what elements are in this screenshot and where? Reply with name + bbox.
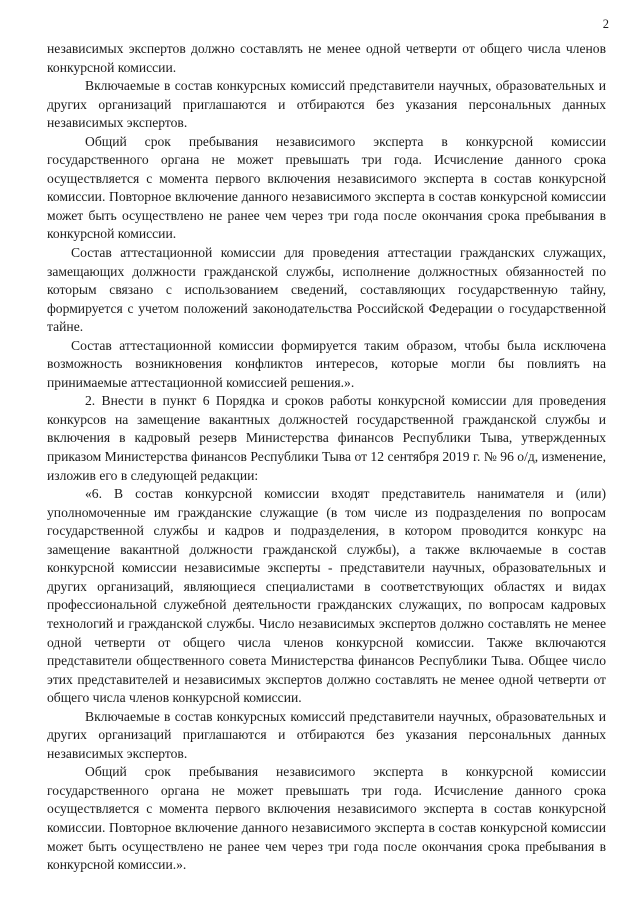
paragraph-3: Общий срок пребывания независимого эксперта в конкурсной комиссии государственного органа не может превышать три года. Исчисление данного срока осуществляется с момента первого включения независимого эксперта в состав конкурсной комиссии. Повторное включение данного независимого эксперта в состав конкурсной комиссии может быть осуществлено не ранее чем через три года после окончания срока пребывания в конкурсной комиссии.: [47, 133, 606, 242]
paragraph-1: независимых экспертов должно составлять не менее одной четверти от общего числа членов конкурсной комиссии.: [47, 41, 606, 75]
paragraph-7: «6. В состав конкурсной комиссии входят представитель нанимателя и (или) уполномоченные им гражданские служащие (в том числе из подразделения по вопросам государственной службы и кадров и подразделения, в котором проводится конкурс на замещение вакантной должности гражданской службы), а также включаемые в состав конкурсной комиссии независимые эксперты - представители научных, образовательных и других организаций, являющиеся специалистами в соответствующих областях и видах профессиональной служебной деятельности гражданских служащих, по вопросам кадровых технологий и гражданской службы. Число независимых экспертов должно составлять не менее одной четверти от общего числа членов конкурсной комиссии. Также включаются представители общественного совета Министерства финансов Республики Тыва. Общее число этих представителей и независимых экспертов должно составлять не менее одной четверти от общего числа членов конкурсной комиссии.: [47, 486, 606, 706]
paragraph-8: Включаемые в состав конкурсных комиссий представители научных, образовательных и других организаций приглашаются и отбираются без указания персональных данных независимых экспертов.: [47, 708, 606, 761]
paragraph-4: Состав аттестационной комиссии для проведения аттестации гражданских служащих, замещающих должности гражданской службы, исполнение должностных обязанностей по которым связано с использованием сведений, составляющих государственную тайну, формируется с учетом положений законодательства Российской Федерации о государственной тайне.: [47, 245, 606, 335]
page-number: 2: [602, 17, 609, 31]
paragraph-5: Состав аттестационной комиссии формируется таким образом, чтобы была исключена возможность возникновения конфликтов интересов, которые могли бы повлиять на принимаемые аттестационной комиссией решения.».: [47, 337, 606, 390]
paragraph-9: Общий срок пребывания независимого эксперта в конкурсной комиссии государственного органа не может превышать три года. Исчисление данного срока осуществляется с момента первого включения независимого эксперта в состав конкурсной комиссии. Повторное включение данного независимого эксперта в состав конкурсной комиссии может быть осуществлено не ранее чем через три года после окончания срока пребывания в конкурсной комиссии.».: [47, 764, 606, 873]
paragraph-6: 2. Внести в пункт 6 Порядка и сроков работы конкурсной комиссии для проведения конкурсов на замещение вакантных должностей государственной гражданской службы и включения в кадровый резерв Министерства финансов Республики Тыва, утвержденных приказом Министерства финансов Республики Тыва от 12 сентября 2019 г. № 96 о/д, изменение, изложив его в следующей редакции:: [47, 393, 606, 483]
paragraph-2: Включаемые в состав конкурсных комиссий представители научных, образовательных и других организаций приглашаются и отбираются без указания персональных данных независимых экспертов.: [47, 78, 606, 131]
